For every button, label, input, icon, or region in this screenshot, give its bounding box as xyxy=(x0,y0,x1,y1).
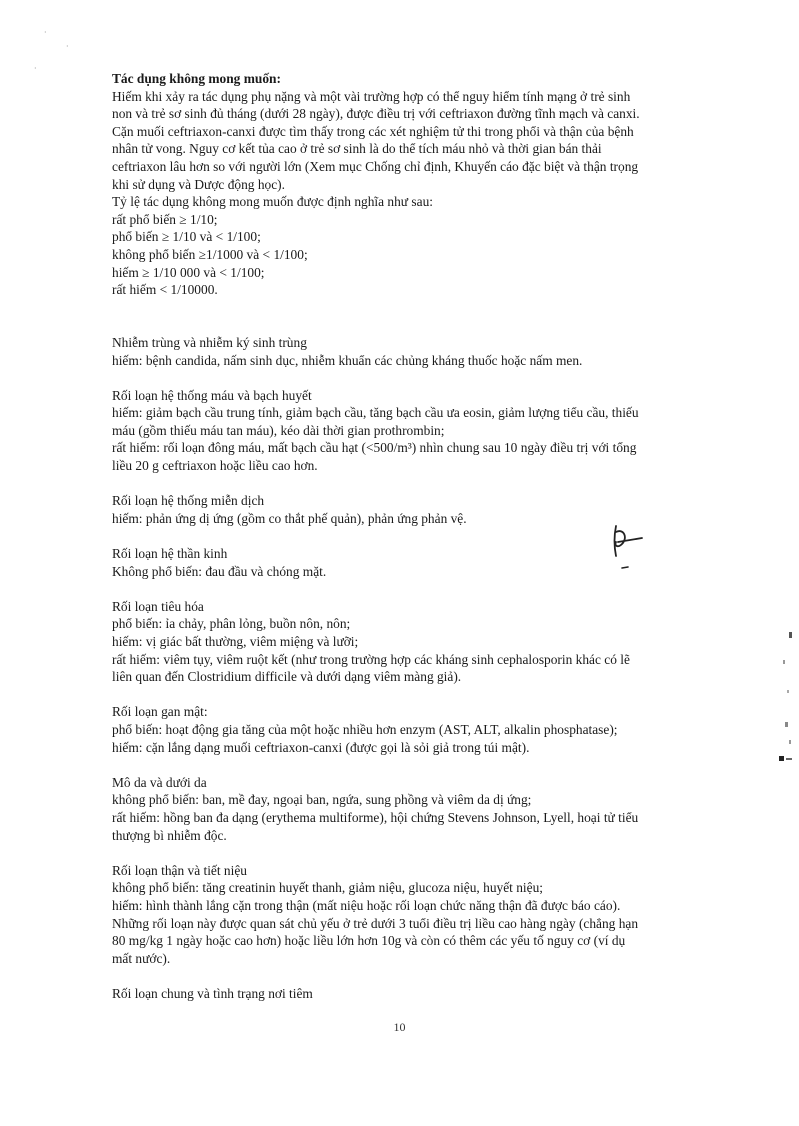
section-title: Mô da và dưới da xyxy=(112,774,207,790)
section-line: không phổ biến: tăng creatinin huyết thanh, giảm niệu, glucoza niệu, huyết niệu; xyxy=(112,880,543,896)
paragraph-line: Cặn muối ceftriaxon-canxi được tìm thấy trong các xét nghiệm tử thi trong phổi và thận của bệnh xyxy=(112,123,634,139)
frequency-line: hiếm ≥ 1/10 000 và < 1/100; xyxy=(112,264,265,280)
page-number: 10 xyxy=(393,1020,406,1034)
section-line: Những rối loạn này được quan sát chủ yếu ở trẻ dưới 3 tuổi điều trị liều cao hàng ngày (chẳng hạn xyxy=(112,915,639,931)
section-line: hiếm: giảm bạch cầu trung tính, giảm bạch cầu, tăng bạch cầu ưa eosin, giảm lượng tiểu cầu, thiếu xyxy=(112,405,639,421)
section-line: phổ biến: ỉa chảy, phân lỏng, buồn nôn, nôn; xyxy=(112,616,351,632)
frequency-line: rất phổ biến ≥ 1/10; xyxy=(112,211,218,227)
section-line: thượng bì nhiễm độc. xyxy=(112,827,227,843)
paragraph-line: khi sử dụng và Dược động học). xyxy=(112,176,285,192)
section-renal xyxy=(112,862,712,968)
section-title: Rối loạn hệ thống máu và bạch huyết xyxy=(112,387,312,403)
section-title: Rối loạn chung và tình trạng nơi tiêm xyxy=(112,985,313,1001)
paragraph-line: Hiếm khi xảy ra tác dụng phụ nặng và một vài trường hợp có thể nguy hiểm tính mạng ở trẻ sinh xyxy=(112,88,631,104)
section-line: hiếm: phản ứng dị ứng (gồm co thắt phế quản), phản ứng phản vệ. xyxy=(112,510,467,526)
section-title: Nhiễm trùng và nhiễm ký sinh trùng xyxy=(112,334,307,350)
section-line: mất nước). xyxy=(112,950,171,966)
section-digestive xyxy=(112,598,712,686)
section-line: hiếm: vị giác bất thường, viêm miệng và lưỡi; xyxy=(112,634,359,649)
section-line: phổ biến: hoạt động gia tăng của một hoặc nhiều hơn enzym (AST, ALT, alkalin phosphatase); xyxy=(112,721,618,737)
section-line: hiếm: hình thành lắng cặn trong thận (mất niệu hoặc rối loạn chức năng thận đã được báo cáo). xyxy=(112,897,621,913)
paragraph-line: ceftriaxon lâu hơn so với người lớn (Xem mục Chống chỉ định, Khuyến cáo đặc biệt và thận trọng xyxy=(112,158,639,174)
section-title: Rối loạn gan mật: xyxy=(112,704,208,720)
section-skin xyxy=(112,774,712,844)
section-line: hiếm: cặn lắng dạng muối ceftriaxon-canxi (được gọi là sỏi giả trong túi mật). xyxy=(112,739,530,755)
section-line: rất hiếm: viêm tụy, viêm ruột kết (như trong trường hợp các kháng sinh cephalosporin khác có lẽ xyxy=(112,651,630,667)
section-line: hiếm: bệnh candida, nấm sinh dục, nhiễm khuẩn các chủng kháng thuốc hoặc nấm men. xyxy=(112,352,583,368)
paragraph-line: nhân tử vong. Nguy cơ kết tủa cao ở trẻ sơ sinh là do thể tích máu nhỏ và thời gian bán thải xyxy=(112,141,602,157)
frequency-intro: Tỷ lệ tác dụng không mong muốn được định nghĩa như sau: xyxy=(112,194,433,210)
paragraph-line: non và trẻ sơ sinh đủ tháng (dưới 28 ngày), được điều trị với ceftriaxon đường tĩnh mạch và canxi. xyxy=(112,106,640,122)
section-title: Rối loạn hệ thần kinh xyxy=(112,546,228,562)
section-line: Không phổ biến: đau đầu và chóng mặt. xyxy=(112,563,327,579)
section-line: không phổ biến: ban, mề đay, ngoại ban, ngứa, sung phồng và viêm da dị ứng; xyxy=(112,792,532,808)
signature-mark xyxy=(608,522,648,572)
section-infections xyxy=(112,334,712,369)
frequency-line: rất hiếm < 1/10000. xyxy=(112,282,218,298)
section-general xyxy=(112,985,712,1003)
section-line: liên quan đến Clostridium difficile và dưới dạng viêm màng giả). xyxy=(112,669,462,685)
section-title: Rối loạn thận và tiết niệu xyxy=(112,862,247,878)
frequency-line: không phổ biến ≥1/1000 và < 1/100; xyxy=(112,246,308,262)
section-title: Rối loạn tiêu hóa xyxy=(112,598,204,614)
section-hepatobiliary xyxy=(112,703,712,756)
section-line: 80 mg/kg 1 ngày hoặc cao hơn) hoặc liều lớn hơn 10g và còn có thêm các yếu tố nguy cơ (ví dụ xyxy=(112,933,626,949)
scan-dot-mark: · xyxy=(44,28,47,37)
scan-dot-mark: · xyxy=(34,64,37,73)
section-line: rất hiếm: hồng ban đa dạng (erythema multiforme), hội chứng Stevens Johnson, Lyell, hoại tử tiểu xyxy=(112,809,639,825)
scan-dot-mark: · xyxy=(66,42,69,51)
intro-section xyxy=(112,70,712,299)
section-line: máu (gồm thiếu máu tan máu), kéo dài thời gian prothrombin; xyxy=(112,422,445,438)
frequency-line: phổ biến ≥ 1/10 và < 1/100; xyxy=(112,229,261,245)
section-line: liều 20 g ceftriaxon hoặc liều cao hơn. xyxy=(112,458,318,474)
section-blood xyxy=(112,387,712,475)
section-line: rất hiếm: rối loạn đông máu, mất bạch cầu hạt (<500/m³) nhìn chung sau 10 ngày điều trị với tổng xyxy=(112,440,637,456)
section-heading: Tác dụng không mong muốn: xyxy=(112,71,281,86)
scan-edge-marks xyxy=(777,630,795,770)
section-title: Rối loạn hệ thống miễn dịch xyxy=(112,493,265,509)
